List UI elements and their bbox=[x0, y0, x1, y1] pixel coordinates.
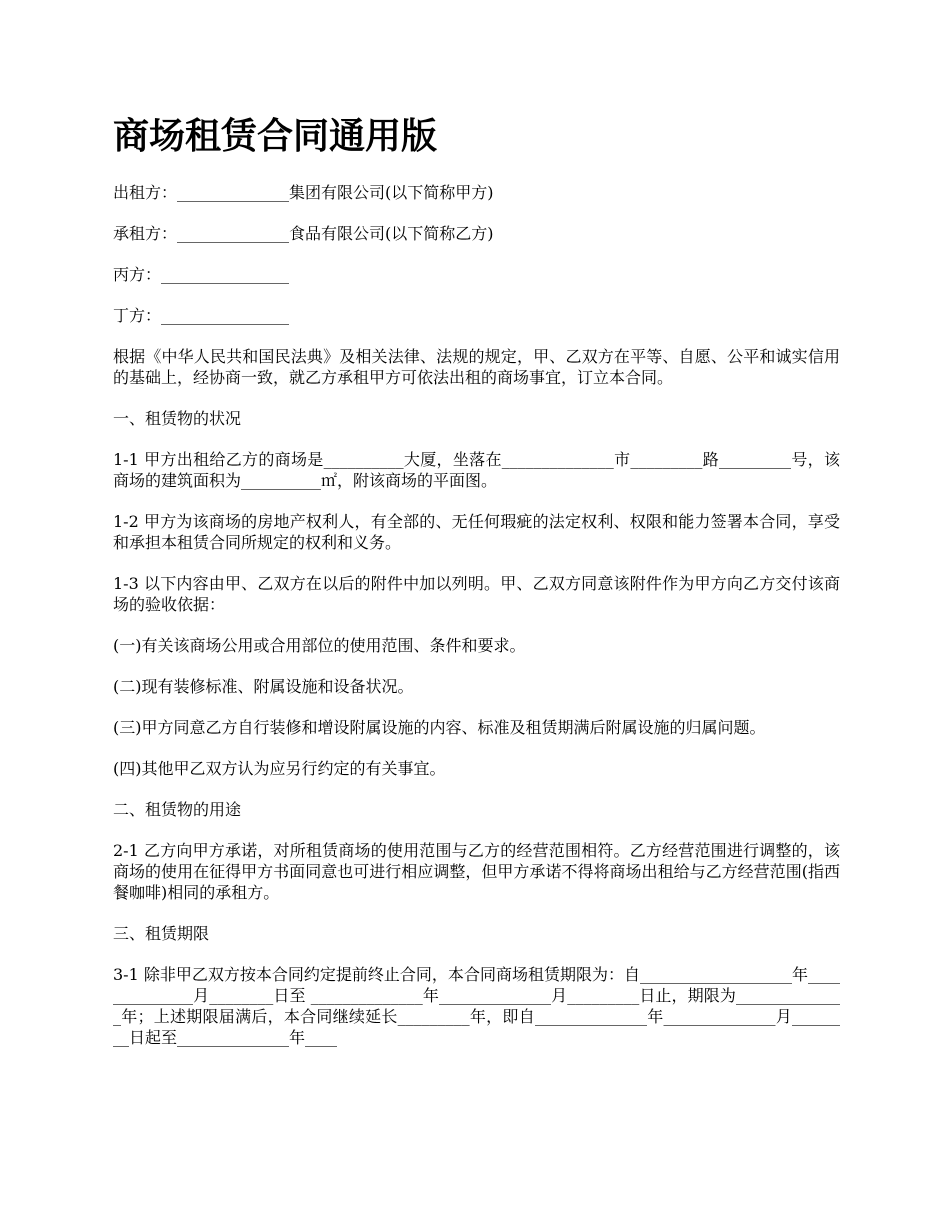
party-c-line: 丙方：________________ bbox=[113, 265, 290, 284]
document-page bbox=[113, 112, 840, 1068]
section-heading-2: 二、租赁物的用途 bbox=[113, 800, 242, 819]
party-d-line: 丁方：________________ bbox=[113, 306, 290, 325]
clause-3-1: 3-1 除非甲乙双方按本合同约定提前终止合同，本合同商场租赁期限为：自___________________年______________月________日至 ______________年______________月_________日止，期限为______________年；上述期限届满后，本合同继续延长_________年，即自______________年______________月________日起至______________年____ bbox=[113, 965, 840, 1047]
lessor-line: 出租方：______________集团有限公司(以下简称甲方) bbox=[113, 183, 494, 202]
list-item-2: (二)现有装修标准、附属设施和设备状况。 bbox=[113, 677, 414, 696]
section-heading-1: 一、租赁物的状况 bbox=[113, 409, 242, 428]
list-item-3: (三)甲方同意乙方自行装修和增设附属设施的内容、标准及租赁期满后附属设施的归属问题。 bbox=[113, 718, 766, 737]
section-heading-3: 三、租赁期限 bbox=[113, 924, 210, 943]
clause-1-1: 1-1 甲方出租给乙方的商场是__________大厦，坐落在______________市_________路_________号，该商场的建筑面积为__________㎡，附该商场的平面图。 bbox=[113, 450, 840, 490]
document-title: 商场租赁合同通用版 bbox=[113, 115, 438, 157]
clause-1-3: 1-3 以下内容由甲、乙双方在以后的附件中加以列明。甲、乙双方同意该附件作为甲方向乙方交付该商场的验收依据： bbox=[113, 574, 840, 614]
list-item-4: (四)其他甲乙双方认为应另行约定的有关事宜。 bbox=[113, 759, 446, 778]
clause-2-1: 2-1 乙方向甲方承诺，对所租赁商场的使用范围与乙方的经营范围相符。乙方经营范围进行调整的，该商场的使用在征得甲方书面同意也可进行相应调整，但甲方承诺不得将商场出租给与乙方经营范围(指西餐咖啡)相同的承租方。 bbox=[113, 841, 840, 902]
list-item-1: (一)有关该商场公用或合用部位的使用范围、条件和要求。 bbox=[113, 636, 526, 655]
preamble-paragraph: 根据《中华人民共和国民法典》及相关法律、法规的规定，甲、乙双方在平等、自愿、公平和诚实信用的基础上，经协商一致，就乙方承租甲方可依法出租的商场事宜，订立本合同。 bbox=[113, 347, 840, 387]
lessee-line: 承租方：______________食品有限公司(以下简称乙方) bbox=[113, 224, 494, 243]
clause-1-2: 1-2 甲方为该商场的房地产权利人，有全部的、无任何瑕疵的法定权利、权限和能力签署本合同，享受和承担本租赁合同所规定的权利和义务。 bbox=[113, 512, 840, 552]
